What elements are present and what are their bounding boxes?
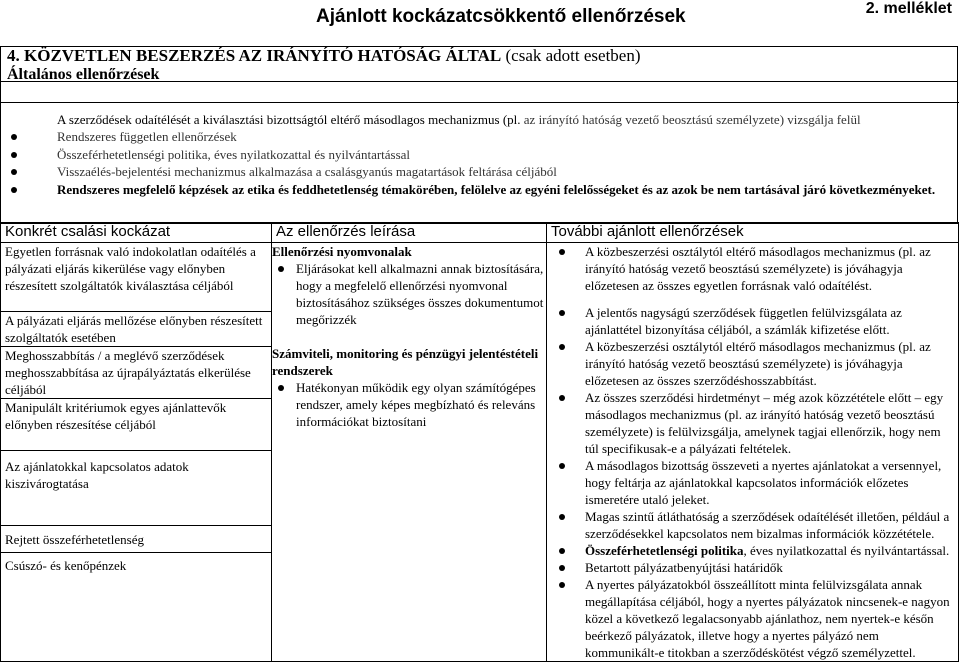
bullet-icon — [559, 514, 565, 520]
bullet-icon — [559, 249, 565, 255]
bullet-icon — [11, 187, 17, 193]
bullet-icon — [559, 310, 565, 316]
header-recommended-controls: További ajánlott ellenőrzések — [547, 223, 959, 243]
bullet-icon — [559, 463, 565, 469]
bullet-icon — [559, 582, 565, 588]
control-heading: Számviteli, monitoring és pénzügyi jelentéstételi rendszerek — [272, 346, 539, 378]
risk-item: Manipulált kritériumok egyes ajánlattevők előnyben részesítése céljából — [1, 398, 271, 450]
recommendations-cell — [547, 243, 959, 662]
risk-item: Meghosszabbítás / a meglévő szerződések meghosszabbítása az újrapályáztatás elkerülése céljából — [1, 346, 271, 398]
control-description-cell — [272, 243, 547, 662]
list-item: Magas szintű átláthatóság a szerződések odaítélését illetően, például a szerződésekkel kapcsolatos nem bizalmas információk közzététele. — [547, 508, 958, 542]
list-item: Összeférhetetlenségi politika, éves nyilatkozattal és nyilvántartással. — [547, 542, 958, 559]
list-item: Hatékonyan működik egy olyan számítógépes rendszer, amely képes megbízható és releváns információkat biztosítani — [272, 379, 546, 430]
section-title: 4. KÖZVETLEN BESZERZÉS AZ IRÁNYÍTÓ HATÓSÁG ÁLTAL — [7, 46, 502, 65]
list-item: A jelentős nagyságú szerződések független felülvizsgálata az ajánlattétel bizonyítása céljából, a számlák kifizetése előtt. — [547, 304, 958, 338]
risk-item: Csúszó- és kenőpénzek — [1, 552, 271, 652]
list-item: A szerződések odaítélését a kiválasztási bizottságtól eltérő másodlagos mechanizmus (pl. az irányító hatóság vezető beosztású személyzete) vizsgálja felül — [57, 112, 861, 127]
list-item: Visszaélés-bejelentési mechanizmus alkalmazása a csalásgyanús magatartások feltárása céljából — [11, 163, 935, 180]
section-heading — [0, 46, 958, 82]
general-controls-label: Általános ellenőrzések — [7, 66, 160, 83]
list-item: A másodlagos bizottság összeveti a nyertes ajánlatokat a versennyel, hogy feltárja az ajánlatokkal kapcsolatos információk előzetes ismeretére utaló jeleket. — [547, 457, 958, 508]
list-item: A közbeszerzési osztálytól eltérő másodlagos mechanizmus (pl. az irányító hatóság vezető beosztású személyzete) is jóváhagyja előzetesen az összes szerződéshosszabbítást. — [547, 338, 958, 389]
bullet-icon — [11, 169, 17, 175]
risk-item: A pályázati eljárás mellőzése előnyben részesített szolgáltatók esetében — [1, 311, 271, 346]
header-control-description: Az ellenőrzés leírása — [272, 223, 547, 243]
list-item: A közbeszerzési osztálytól eltérő másodlagos mechanizmus (pl. az irányító hatóság vezető beosztású személyzete) is jóváhagyja előzetesen az összes egyetlen forrásnak való odaítélést. — [547, 243, 958, 294]
controls-table — [0, 222, 959, 662]
header-fraud-risk: Konkrét csalási kockázat — [1, 223, 272, 243]
risk-item: Az ajánlatokkal kapcsolatos adatok kiszivárogtatása — [1, 450, 271, 525]
list-item: Betartott pályázatbenyújtási határidők — [547, 559, 958, 576]
bullet-icon — [559, 565, 565, 571]
page-title: Ajánlott kockázatcsökkentő ellenőrzések — [316, 6, 686, 27]
risk-item: Rejtett összeférhetetlenség — [1, 525, 271, 552]
section-qualifier: (csak adott esetben) — [501, 46, 641, 65]
list-item: Rendszeres független ellenőrzések — [11, 128, 935, 145]
bullet-icon — [278, 266, 284, 272]
bullet-icon — [11, 134, 17, 140]
risks-cell — [1, 243, 272, 662]
bullet-icon — [559, 344, 565, 350]
list-item: Rendszeres megfelelő képzések az etika és feddhetetlenség témakörében, felölelve az egyéni felelősségeket és az azok be nem tartásával járó következményeket. — [11, 181, 935, 198]
annex-label: 2. melléklet — [865, 0, 952, 17]
list-item: Összeférhetetlenségi politika, éves nyilatkozattal és nyilvántartással — [11, 146, 935, 163]
list-item: Eljárásokat kell alkalmazni annak biztosítására, hogy a megfelelő ellenőrzési nyomvonal biztosításához szükséges összes dokumentumot megőrizzék — [272, 260, 546, 328]
bullet-icon — [11, 152, 17, 158]
list-item: Az összes szerződési hirdetményt – még azok közzététele előtt – egy másodlagos mechanizmus (pl. az irányító hatóság vezető beosztású személyzete) is felülvizsgálja, amelynek tagjai ellenőrzik, hogy nem túl specifikusak-e a pályázati feltételek. — [547, 389, 958, 457]
general-controls-list — [11, 111, 935, 198]
control-heading: Ellenőrzési nyomvonalak — [272, 244, 412, 259]
risk-item: Egyetlen forrásnak való indokolatlan odaítélés a pályázati eljárás kikerülése vagy előnyben részesített szolgáltatók kiválasztása céljából — [5, 244, 256, 293]
bullet-icon — [559, 548, 565, 554]
list-item: A nyertes pályázatokból összeállított minta felülvizsgálata annak megállapítása céljából, hogy a nyertes pályázatok nincsenek-e nagyon közel a következő legalacsonyabb ajánlathoz, nem nyertek-e későn beérkező pályázatok, illetve hogy a nyertes pályázó nem kommunikált-e titokban a szerződéskötést végző személyzettel. — [547, 576, 958, 661]
general-controls-box — [0, 82, 958, 224]
bullet-icon — [559, 395, 565, 401]
bullet-icon — [278, 385, 284, 391]
